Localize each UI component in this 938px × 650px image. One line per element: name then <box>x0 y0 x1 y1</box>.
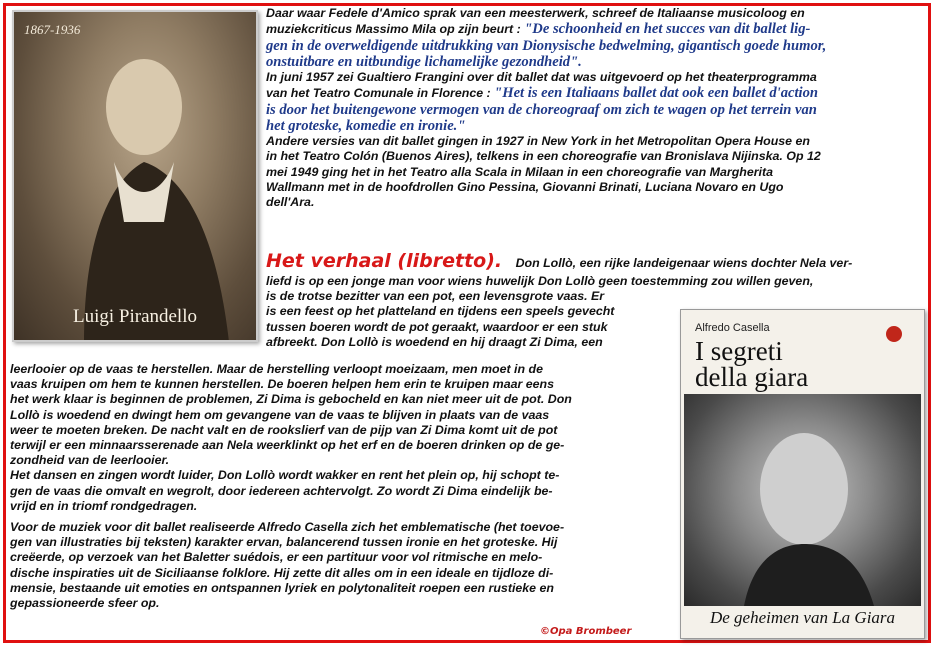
text-line: afbreekt. Don Lollò is woedend en hij draagt Zi Dima, een <box>266 334 603 349</box>
life-years: 1867-1936 <box>24 22 81 37</box>
text-line: vrijd en in triomf rondgedragen. <box>10 498 198 513</box>
text-line: in het Teatro Colón (Buenos Aires), telkens in een choreografie van Bronislava Nijinska. Op 12 <box>266 149 821 164</box>
portrait-figure <box>14 12 256 340</box>
frangini-quote: "Het is een Italiaans ballet dat ook een ballet d'action <box>494 85 819 102</box>
book-subtitle: De geheimen van La Giara <box>709 608 896 627</box>
quote-line: is door het buitengewone vermogen van de choreograaf om zich te wagen op het terrein van <box>266 101 817 118</box>
photo-caption: Luigi Pirandello <box>72 306 197 327</box>
text-line: vaas kruipen om hem te kunnen herstellen. De boeren helpen hem erin te kruipen maar eens <box>10 377 554 392</box>
text-line: Andere versies van dit ballet gingen in 1927 in New York in het Metropolitan Opera House en <box>266 134 810 149</box>
text-line: tussen boeren wordt de pot geraakt, waardoor er een stuk <box>266 319 608 334</box>
text-line: zondheid van de leerlooier. <box>10 453 170 468</box>
text-line: Het verhaal (libretto). Don Lollò, een rijke landeigenaar wiens dochter Nela ver- <box>266 250 853 272</box>
text-line: leerlooier op de vaas te herstellen. Maar de herstelling verloopt moeizaam, men moet in de <box>10 362 543 376</box>
text-line: Het dansen en zingen wordt luider, Don Lollò wordt wakker en rent het plein op, hij schopt te- <box>10 468 560 483</box>
text-line: weer te moeten breken. De nacht valt en de rookslierf van de pijp van Zi Dima komt uit de pot <box>10 422 558 437</box>
casella-figure <box>684 394 921 606</box>
quote-line: gen in de overweldigende uitdrukking van Dionysische bedwelming, gigantisch goede humor, <box>266 37 827 54</box>
text-line: Wallmann met in de hoofdrollen Gino Pessina, Giovanni Brinati, Luciana Novaro en Ugo <box>266 179 784 194</box>
intro-paragraph <box>266 6 926 210</box>
text-line: Lollò is woedend en dwingt hem om gevangene van de vaas te blijven in plaats van de vaas <box>10 407 550 422</box>
text-line: Voor de muziek voor dit ballet realiseerde Alfredo Casella zich het emblematische (het toevoe- <box>10 520 565 535</box>
text-line: mei 1949 ging het in het Teatro alla Scala in Milaan in een choreografie van Margherita <box>266 164 774 179</box>
text-line: gepassioneerde sfeer op. <box>10 596 160 611</box>
quote-line: het groteske, komedie en ironie." <box>266 117 466 134</box>
text-line: is de trotse bezitter van een pot, een levensgrote vaas. Er <box>266 289 605 304</box>
text-line: creëerde, op verzoek van het Baletter suédois, er een partituur voor vol ritmische en melo- <box>10 550 543 565</box>
mila-quote: "De schoonheid en het succes van dit ballet lig- <box>524 21 811 38</box>
copyright-credit: ©Opa Brombeer <box>540 626 632 637</box>
story-lower <box>10 362 680 611</box>
text-line: In juni 1957 zei Gualtiero Frangini over dit ballet dat was uitgevoerd op het theaterprogramma <box>266 70 817 85</box>
text-line: terwijl er een minnaarsserenade aan Nela weerklinkt op het erf en de boeren drinken op de ge- <box>10 438 565 453</box>
text-line: dische inspiraties uit de Siciliaanse folklore. Hij zette dit alles om in een ideale en tijdloze di- <box>10 565 554 580</box>
text-line: het werk klaar is beginnen de problemen, Zi Dima is gebocheld en kan niet meer uit de pot. Don <box>10 392 572 407</box>
story-heading: Het verhaal (libretto). <box>266 250 503 272</box>
text-line: van het Teatro Comunale in Florence : "Het is een Italiaans ballet dat ook een ballet d'action <box>266 85 819 102</box>
book-author: Alfredo Casella <box>695 322 770 334</box>
text-line: muziekcriticus Massimo Mila op zijn beurt : "De schoonheid en het succes van dit ballet lig- <box>266 21 811 38</box>
text-line: dell'Ara. <box>266 195 315 209</box>
book-title: I segreti della giara <box>695 336 809 392</box>
text-line: gen de vaas die omvalt en wegrolt, door iedereen achtervolgt. Zo wordt Zi Dima eindelijk be- <box>10 483 553 498</box>
text-line: is een feest op het platteland en tijdens een speels gevecht <box>266 304 615 319</box>
text-line: liefd is op een jonge man voor wiens huwelijk Don Lollò geen toestemming zou willen geven, <box>266 274 814 288</box>
publisher-logo-icon <box>886 326 902 342</box>
quote-line: onstuitbare en uitbundige lichamelijke gezondheid". <box>266 53 582 70</box>
book-cover <box>680 309 925 639</box>
text-line: mensie, bestaande uit emoties en ontspannen lyriek en polytonaliteit roepen een rustieke en <box>10 580 554 595</box>
pirandello-photo <box>12 10 258 342</box>
text-line: gen van illustraties bij teksten) karakter ervan, balancerend tussen ironie en het groteske. Hij <box>10 535 558 550</box>
text-line: Daar waar Fedele d'Amico sprak van een meesterwerk, schreef de Italiaanse musicoloog en <box>266 6 805 20</box>
casella-photo <box>684 394 921 606</box>
